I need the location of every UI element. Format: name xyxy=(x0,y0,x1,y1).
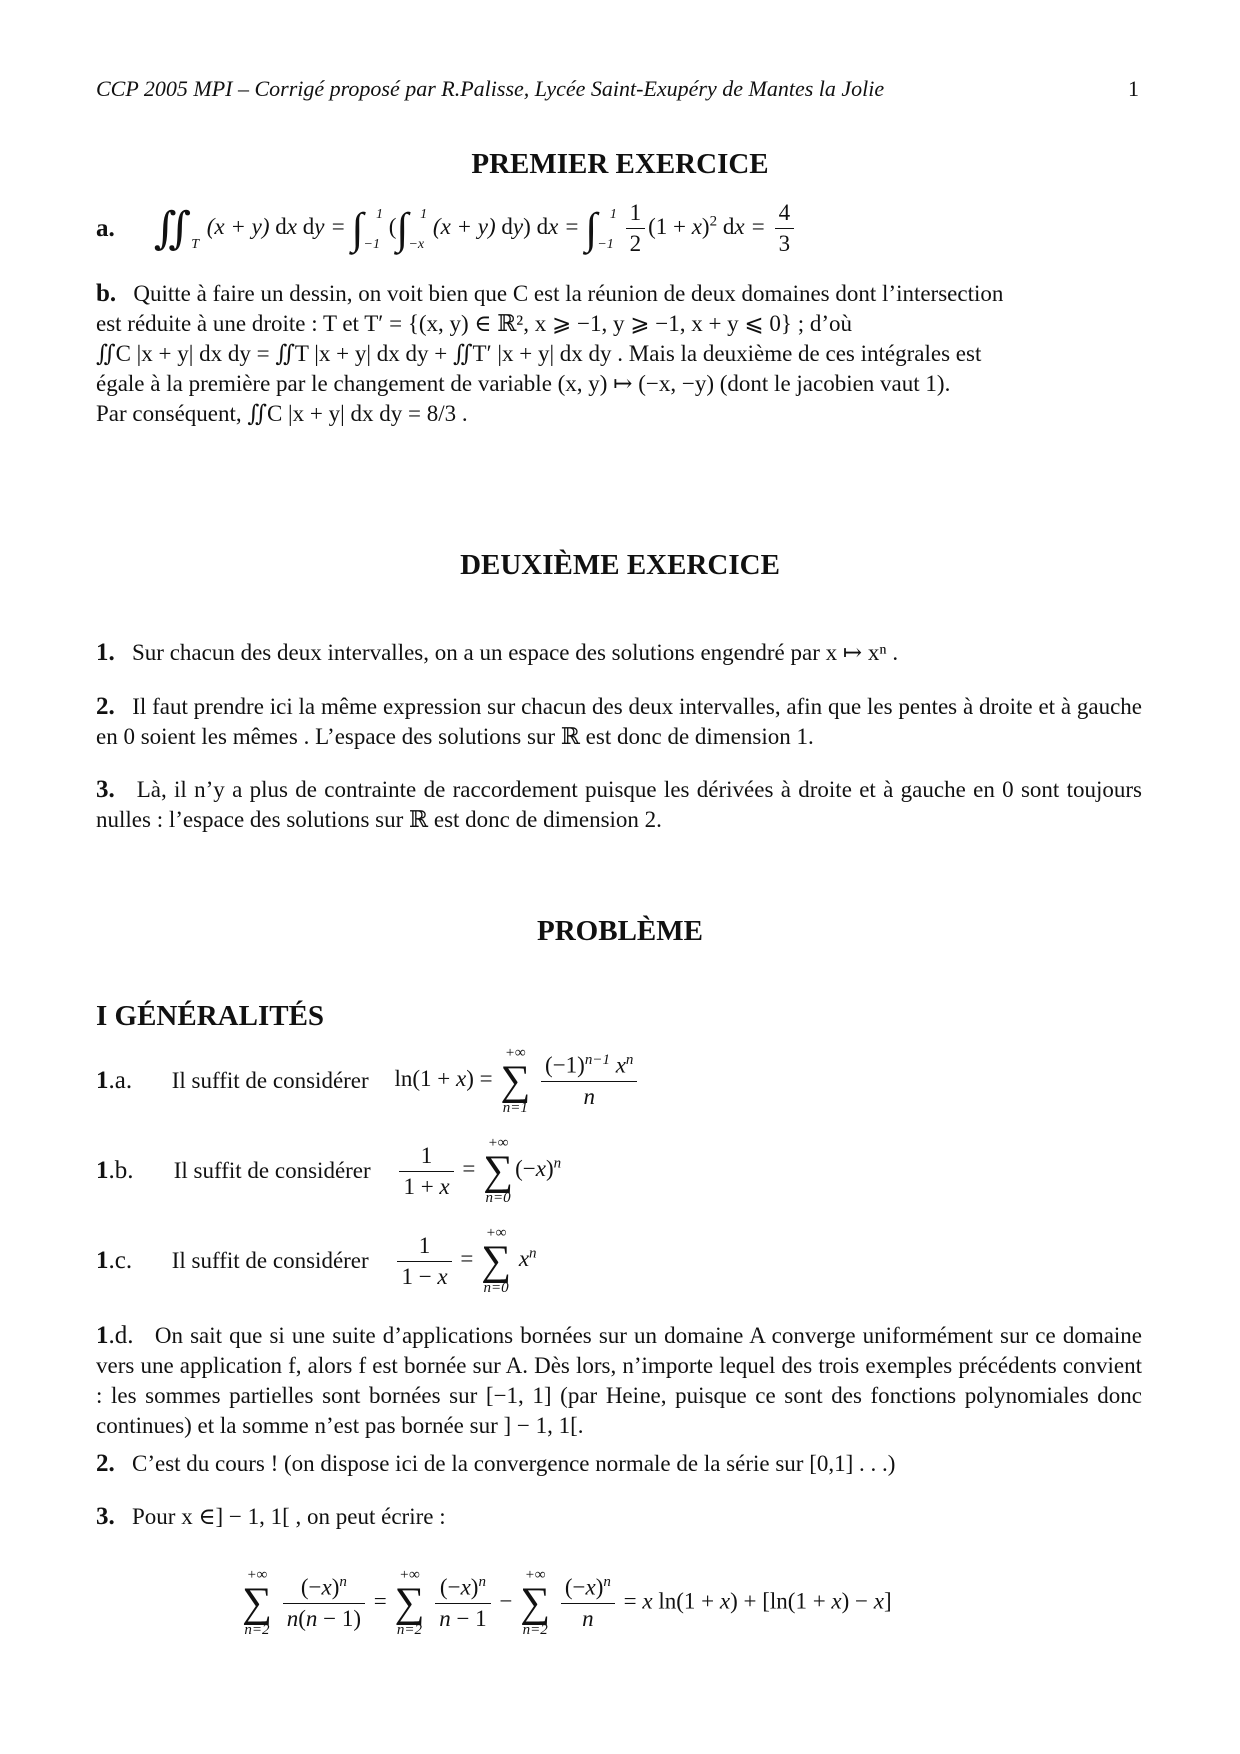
item-3-label: 3. xyxy=(96,1503,115,1530)
running-header: CCP 2005 MPI – Corrigé proposé par R.Palisse, Lycée Saint-Exupéry de Mantes la Jolie xyxy=(96,76,885,101)
item-1b-text: Il suffit de considérer xyxy=(173,1158,371,1183)
page-number: 1 xyxy=(1128,76,1139,101)
text-1b-line5: Par conséquent, ∬C |x + y| dx dy = 8/3 . xyxy=(96,401,468,426)
ex2-item-2-text: Il faut prendre ici la même expression sur chacun des deux intervalles, afin que les pentes à droite et à gauche en 0 soient les mêmes . L’espace des solutions sur ℝ est donc de dimension 1. xyxy=(96,694,1143,749)
item-label-a: a. xyxy=(96,214,115,242)
exercise-1-title: PREMIER EXERCICE xyxy=(471,148,769,180)
problem-title: PROBLÈME xyxy=(537,915,703,947)
item-2-label: 2. xyxy=(96,1450,115,1477)
ex2-item-2-label: 2. xyxy=(96,693,115,720)
ex2-item-3-text: Là, il n’y a plus de contrainte de raccordement puisque les dérivées à droite et à gauche en 0 sont toujours nulles : l’espace des solutions sur ℝ est donc de dimension 2. xyxy=(96,777,1142,832)
item-1c: 1.c. Il suffit de considérer $\frac{1}{1 - x}$ = +∞ ∑ n=0 $x^n$ xyxy=(96,1225,537,1296)
item-1a: 1.a. Il suffit de considérer ln(1 + x) = +∞ ∑ n=1 $\frac{(-1)^{n-1} x^n}{n}$ xyxy=(96,1046,640,1116)
item-1c-text: Il suffit de considérer xyxy=(171,1248,369,1273)
item-2 xyxy=(96,1449,1142,1479)
text-1b-line1: Quitte à faire un dessin, on voit bien que C est la réunion de deux domaines dont l’intersection xyxy=(133,281,1004,306)
equation-1a: a. $∬_T$ (x + y) dx dy = $\int_{-1}^1$ ($\int_{-x}^1$ (x + y) dy) dx = $\int_{-1}^1$ $\frac{1}{2}$ $(1 + x)^2$ dx = $\frac{4}{3}$ xyxy=(96,200,797,257)
item-3 xyxy=(96,1502,1142,1532)
ex2-item-3-label: 3. xyxy=(96,776,115,803)
text-1b-line2: est réduite à une droite : T et T′ = {(x, y) ∈ ℝ², x ⩾ −1, y ⩾ −1, x + y ⩽ 0} ; d’où xyxy=(96,311,853,336)
item-2-text: C’est du cours ! (on dispose ici de la convergence normale de la série sur [0,1] . . .) xyxy=(132,1451,896,1476)
ex2-item-1-text: Sur chacun des deux intervalles, on a un espace des solutions engendré par x ↦ xⁿ . xyxy=(132,640,899,665)
item-label-b: b. xyxy=(96,280,117,307)
section-title-generalites: I GÉNÉRALITÉS xyxy=(96,1000,325,1032)
item-3-text: Pour x ∈] − 1, 1[ , on peut écrire : xyxy=(132,1504,446,1529)
item-1d-text: On sait que si une suite d’applications bornées sur un domaine A converge uniformément sur ce domaine vers une application f, alors f est bornée sur A. Dès lors, n’importe lequel des trois exemples précédents convient : les sommes partielles sont bornées sur [−1, 1] (par Heine, puisque ce sont des fonctions polynomiales donc continues) et la somme n’est pas bornée sur ] − 1, 1[. xyxy=(96,1323,1143,1438)
ex2-item-1-label: 1. xyxy=(96,639,115,666)
paragraph-1b xyxy=(96,279,1142,429)
item-1b: 1.b. Il suffit de considérer $\frac{1}{1 + x}$ = +∞ ∑ n=0 $(-x)^n$ xyxy=(96,1135,562,1206)
ex2-item-1 xyxy=(96,638,1142,668)
ex2-item-3 xyxy=(96,775,1142,835)
item-1d: 1.d. On sait que si une suite d’applications bornées sur un domaine A converge uniformément sur ce domaine vers une application f, alors f est bornée sur A. Dès lors, n’importe lequel des trois exemples précédents convient : les sommes partielles sont bornées sur [−1, 1] (par Heine, puisque ce sont des fonctions polynomiales donc continues) et la somme n’est pas bornée sur ] − 1, 1[. xyxy=(96,1322,1143,1438)
text-1b-line3: ∬C |x + y| dx dy = ∬T |x + y| dx dy + ∬T′ |x + y| dx dy . Mais la deuxième de ces intégrales est xyxy=(96,341,982,366)
exercise-2-title: DEUXIÈME EXERCICE xyxy=(460,549,780,581)
item-1a-text: Il suffit de considérer xyxy=(171,1068,369,1093)
equation-3: +∞ ∑ n=2 $\frac{(-x)^n}{n(n - 1)}$ = +∞ ∑ n=2 $\frac{(-x)^n}{n - 1}$ − +∞ ∑ n=2 $\frac{(-x)^n}{n}$ = x ln(1 + x) + [ln(1 + x) − x] xyxy=(242,1567,892,1638)
ex2-item-2 xyxy=(96,692,1142,752)
text-1b-line4: égale à la première par le changement de variable (x, y) ↦ (−x, −y) (dont le jacobien vaut 1). xyxy=(96,371,951,396)
